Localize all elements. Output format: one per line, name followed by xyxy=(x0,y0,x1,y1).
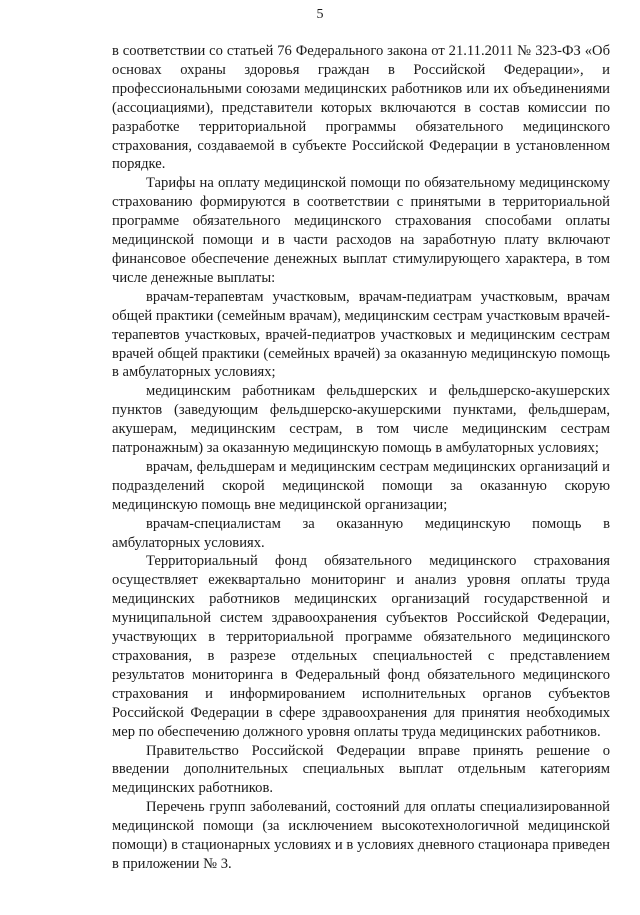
paragraph-list-item: врачам-специалистам за оказанную медицинскую помощь в амбулаторных условиях. xyxy=(112,515,610,551)
paragraph-tariffs: Тарифы на оплату медицинской помощи по обязательному медицинскому страхованию формируются в соответствии с принятыми в территориальной программе обязательного медицинского страхования способами оплаты медицинской помощи и в части расходов на заработную плату включают финансовое обеспечение денежных выплат стимулирующего характера, в том числе денежные выплаты: xyxy=(112,175,610,286)
paragraph-list-item: медицинским работникам фельдшерских и фельдшерско-акушерских пунктов (заведующим фельдшерско-акушерскими пунктами, фельдшерам, акушерам, медицинским сестрам, в том числе медицинским сестрам патронажным) за оказанную медицинскую помощь в амбулаторных условиях; xyxy=(112,383,610,457)
paragraph-list-item: врачам-терапевтам участковым, врачам-педиатрам участковым, врачам общей практики (семейным врачам), медицинским сестрам участковым врачей-терапевтов участковых, врачей-педиатров участковых и медицинским сестрам врачей общей практики (семейных врачей) за оказанную медицинскую помощь в амбулаторных условиях; xyxy=(112,288,610,381)
page-number: 5 xyxy=(316,7,324,22)
paragraph-disease-groups: Перечень групп заболеваний, состояний для оплаты специализированной медицинской помощи (за исключением высокотехнологичной медицинской помощи) в стационарных условиях и в условиях дневного стационара приведен в приложении № 3. xyxy=(112,799,610,872)
document-body xyxy=(112,42,610,874)
paragraph-continuation: в соответствии со статьей 76 Федерального закона от 21.11.2011 № 323-ФЗ «Об основах охраны здоровья граждан в Российской Федерации», и профессиональными союзами медицинских работников или их объединениями (ассоциациями), представители которых включаются в состав комиссии по разработке территориальной программы обязательного медицинского страхования, создаваемой в субъекте Российской Федерации в установленном порядке. xyxy=(112,43,610,173)
paragraph-monitoring: Территориальный фонд обязательного медицинского страхования осуществляет ежеквартально мониторинг и анализ уровня оплаты труда медицинских работников медицинских организаций государственной и муниципальной систем здравоохранения субъектов Российской Федерации, участвующих в территориальной программе обязательного медицинского страхования, в разрезе отдельных специальностей с представлением результатов мониторинга в Федеральный фонд обязательного медицинского страхования и информированием исполнительных органов субъектов Российской Федерации в сфере здравоохранения для принятия необходимых мер по обеспечению должного уровня оплаты труда медицинских работников. xyxy=(112,553,610,740)
paragraph-government: Правительство Российской Федерации вправе принять решение о введении дополнительных специальных выплат отдельным категориям медицинских работников. xyxy=(112,742,610,797)
paragraph-list-item: врачам, фельдшерам и медицинским сестрам медицинских организаций и подразделений скорой медицинской помощи за оказанную скорую медицинскую помощь вне медицинской организации; xyxy=(112,458,610,513)
